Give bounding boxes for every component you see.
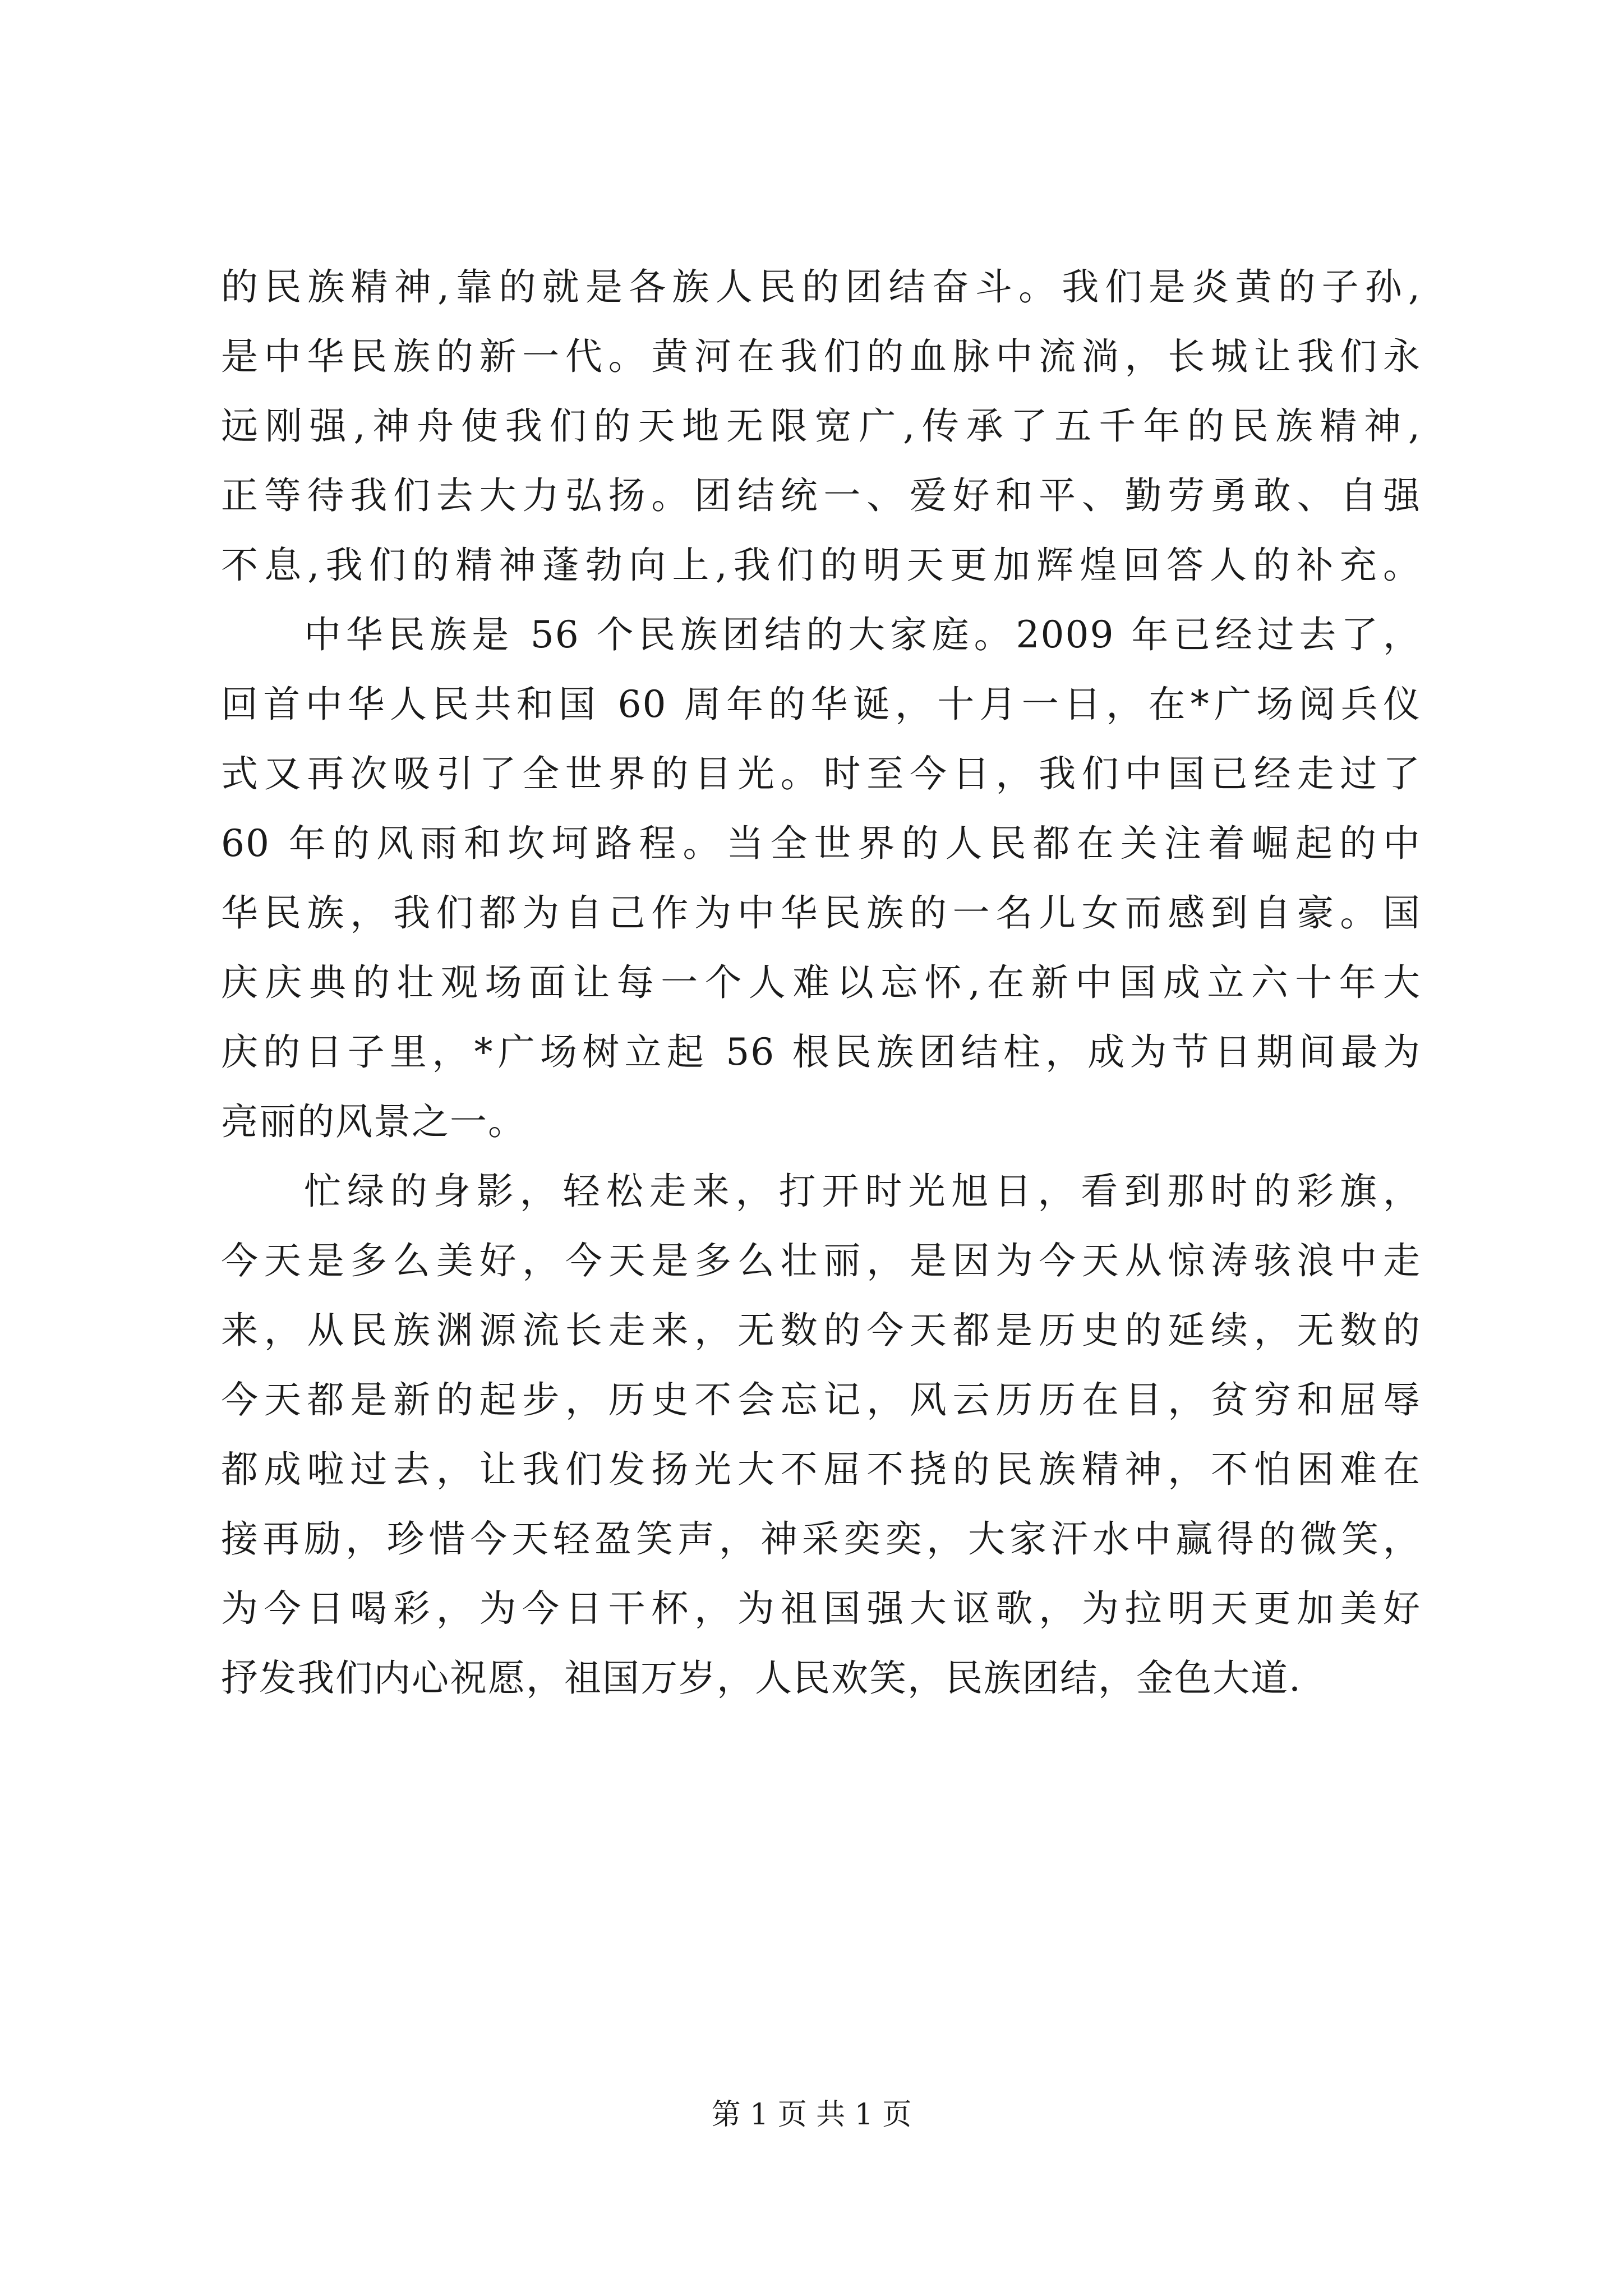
paragraph-2-line-2: 回首中华人民共和国 60 周年的华诞，十月一日，在*广场阅兵仪: [221, 683, 1421, 726]
paragraph-2-line-1: 中华民族是 56 个民族团结的大家庭。2009 年已经过去了，: [304, 613, 1421, 656]
paragraph-2-line-7: 庆的日子里，*广场树立起 56 根民族团结柱，成为节日期间最为: [221, 1030, 1421, 1074]
paragraph-3-line-4: 今天都是新的起步，历史不会忘记，风云历历在目，贫穷和屈辱: [221, 1378, 1421, 1421]
paragraph-3-line-2: 今天是多么美好，今天是多么壮丽，是因为今天从惊涛骇浪中走: [221, 1239, 1421, 1282]
paragraph-2-line-8: 亮丽的风景之一。: [221, 1100, 526, 1143]
paragraph-3-line-1: 忙绿的身影，轻松走来，打开时光旭日，看到那时的彩旗，: [304, 1170, 1421, 1213]
paragraph-1-line-4: 正等待我们去大力弘扬。团结统一、爱好和平、勤劳勇敢、自强: [221, 474, 1421, 517]
paragraph-1-line-2: 是中华民族的新一代。黄河在我们的血脉中流淌，长城让我们永: [221, 335, 1421, 378]
paragraph-3-line-3: 来，从民族渊源流长走来，无数的今天都是历史的延续，无数的: [221, 1309, 1421, 1352]
paragraph-3-line-6: 接再励，珍惜今天轻盈笑声，神采奕奕，大家汗水中赢得的微笑，: [221, 1517, 1421, 1561]
page-number-footer: 第 1 页 共 1 页: [711, 2098, 912, 2132]
paragraph-2-line-6: 庆庆典的壮观场面让每一个人难以忘怀,在新中国成立六十年大: [221, 961, 1421, 1004]
paragraph-3-line-8: 抒发我们内心祝愿，祖国万岁，人民欢笑，民族团结，金色大道.: [221, 1657, 1302, 1700]
paragraph-1-line-3: 远刚强,神舟使我们的天地无限宽广,传承了五千年的民族精神,: [221, 404, 1421, 448]
paragraph-3-line-7: 为今日喝彩，为今日干杯，为祖国强大讴歌，为拉明天更加美好: [221, 1587, 1421, 1630]
paragraph-3-line-5: 都成啦过去，让我们发扬光大不屈不挠的民族精神，不怕困难在: [221, 1448, 1421, 1491]
paragraph-2-line-3: 式又再次吸引了全世界的目光。时至今日，我们中国已经走过了: [221, 752, 1421, 795]
paragraph-1-line-5: 不息,我们的精神蓬勃向上,我们的明天更加辉煌回答人的补充。: [221, 544, 1421, 587]
paragraph-1-line-1: 的民族精神,靠的就是各族人民的团结奋斗。我们是炎黄的子孙,: [221, 265, 1421, 309]
paragraph-2-line-4: 60 年的风雨和坎坷路程。当全世界的人民都在关注着崛起的中: [221, 822, 1421, 865]
paragraph-2-line-5: 华民族，我们都为自己作为中华民族的一名儿女而感到自豪。国: [221, 891, 1421, 935]
